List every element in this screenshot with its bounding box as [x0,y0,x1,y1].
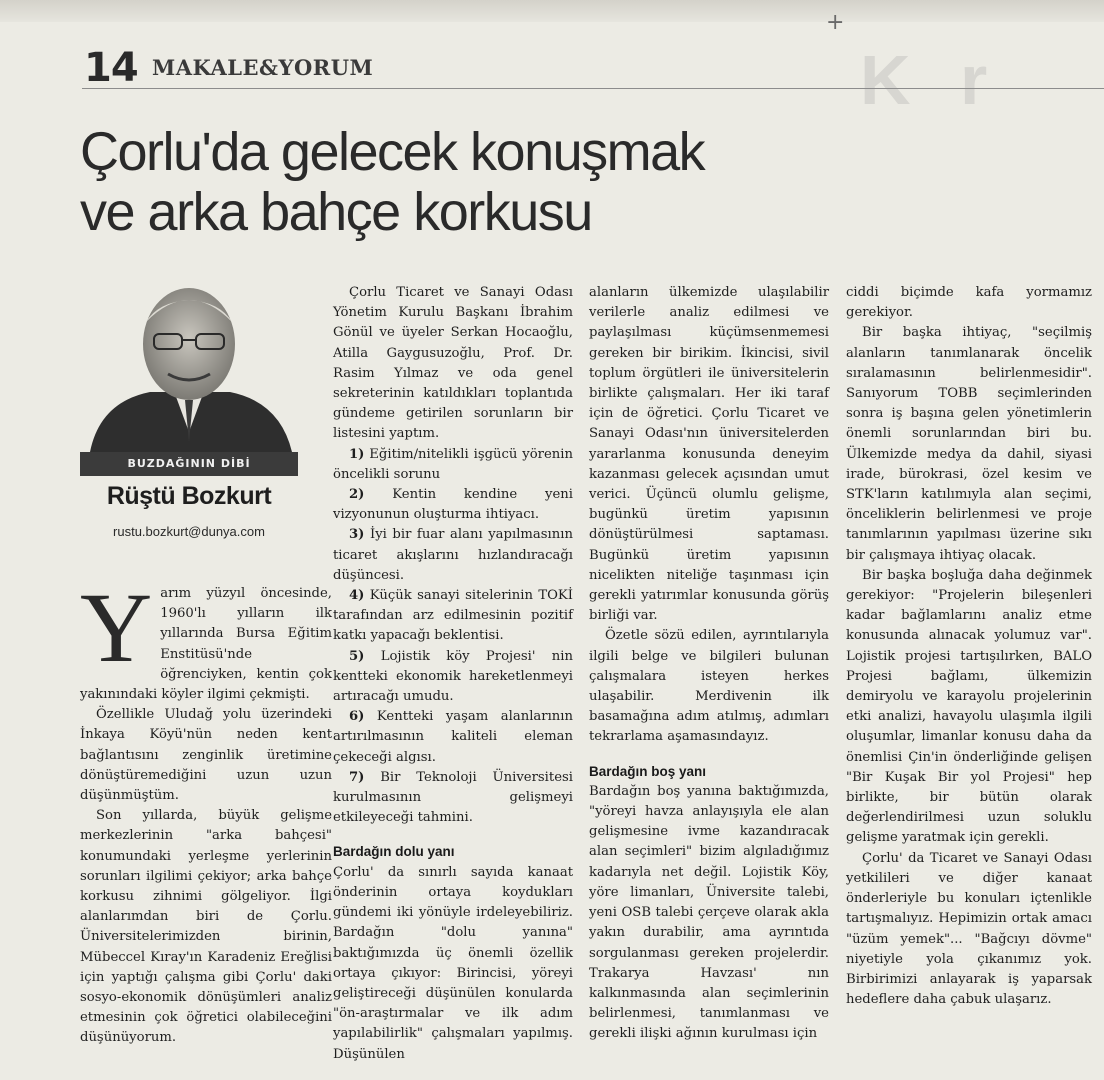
author-name: Rüştü Bozkurt [106,482,272,510]
subheading: Bardağın dolu yanı [333,844,455,860]
list-item: 2) Kentin kendine yeni vizyonunun oluşturma ihtiyacı. [333,487,573,523]
column-name-badge: BUZDAĞININ DİBİ [80,452,298,476]
paragraph: Çorlu Ticaret ve Sanayi Odası Yönetim Kurulu Başkanı İbrahim Gönül ve üyeler Serkan Hocaoğlu, Atilla Gaygusuzoğlu, Prof. Dr. Rasim Yılmaz ve oda genel sekreterinin katıldıkları toplantıda gündeme getirilen sorunların bir listesini yaptım. [333,285,573,442]
page-number: 14 [84,45,138,91]
author-portrait-image [80,282,298,452]
page-top-bleed [0,0,1104,22]
paragraph: Bardağın boş yanına baktığımızda, "yöreyi havza anlayışıyla ele alan gelişmesine ivme kazandıracak alan seçimleri" bizim algıladığımız kadarıyla net değil. Lojistik Köy, yöre limanları, Üniversite talebi, yeni OSB talebi çerçeve olarak akla yakın durabilir, ama ayrıntıda sorgulanması gereken projelerdir. Trakarya Havzası' nın kalkınmasında alan seçimlerinin belirlenmesi, tanımlanması ve gerekli ilişki ağının kurulması için [589,783,829,1042]
drop-cap: Y [80,572,153,683]
paragraph: Özellikle Uludağ yolu üzerindeki İnkaya Köyü'nün neden kent bağlantısını zenginlik üretimine dönüştüremediğini uzun uzun düşünmüştüm. [80,707,332,804]
paragraph: Özetle sözü edilen, ayrıntılarıyla ilgili belge ve bilgileri bulunan çalışmalara isteyen herkes ulaşabilir. Merdivenin ilk basamağına adım atılmış, adımları tekrarlama aşamasındayız. [589,628,829,745]
paragraph: ciddi biçimde kafa yormamız gerekiyor. [846,285,1092,321]
article-headline [80,122,800,242]
author-email: rustu.bozkurt@dunya.com [113,524,265,539]
list-item: 4) Küçük sanayi sitelerinin TOKİ tarafından arz edilmesinin pozitif katkı yapacağı beklentisi. [333,588,573,644]
section-label: MAKALE&YORUM [152,55,374,80]
list-item: 5) Lojistik köy Projesi' nin kentteki ekonomik hareketlenmeyi artıracağı umudu. [333,648,573,705]
ghost-bleed-text: K [860,41,911,119]
article-column-3 [589,283,829,1045]
paragraph: alanların ülkemizde ulaşılabilir verilerle analiz edilmesi ve paylaşılması küçümsenmemesi gereken bir birikim. İkincisi, sivil toplum örgütleri ile üniversitelerin birlikte çalışmaları. Her iki taraf için de öğretici. Çorlu Ticaret ve Sanayi Odası'nın üniversitelerden yararlanma konusunda deneyim kazanması gelecek açısından umut verici. Üçüncü olumlu gelişme, bugünkü üretim yapısının dönüştürülmesi saptaması. Bugünkü üretim yapısının nicelikten niteliğe taşınması için gerekli yatırımlar konusunda görüş birliği var. [589,285,829,624]
crop-mark-icon: + [826,10,845,35]
article-column-2 [333,283,573,1065]
list-item: 6) Kentteki yaşam alanlarının artırılmasının kaliteli eleman çekeceği algısı. [333,709,573,765]
paragraph: Çorlu' da Ticaret ve Sanayi Odası yetkilileri ve diğer kanaat önderleriyle bu konuları içtenlikle tartışmalıyız. Hepimizin ortak amacı "üzüm yemek"... "Bağcıyı dövme" niyetiyle yola çıkanımız yok. Birbirimizi anlayarak iş yaparsak hedeflere daha çabuk ulaşarız. [846,850,1092,1008]
paragraph: Bir başka boşluğa daha değinmek gerekiyor: "Projelerin bileşenleri kadar bağlamlarını analiz etme konusunda alınacak yolumuz var". Lojistik projesi tartışılırken, BALO Projesi bağlamı, ülkemizin demiryolu ve karayolu projelerinin etki analizi, havayolu ulaşımla ilgili oluşumlar, limanlar konusu daha da önemlisi Çin'in önderliğinde gelişen "Bir Kuşak Bir yol Projesi" hep birlikte, bir bütün olarak değerlendirilmesi uzun soluklu gelişme yaratmak için gerekli. [846,567,1092,846]
article-column-1 [80,572,332,1049]
ghost-bleed-text: r [960,41,988,119]
section-header [82,45,1104,91]
list-item: 7) Bir Teknoloji Üniversitesi kurulmasının gelişmeyi etkileyeceği tahmini. [333,769,573,826]
article-column-4 [846,283,1092,1010]
headline-line-2: ve arka bahçe korkusu [80,182,592,242]
list-item: 1) Eğitim/nitelikli işgücü yörenin öncelikli sorunu [333,446,573,482]
headline-line-1: Çorlu'da gelecek konuşmak [80,122,705,182]
paragraph: Çorlu' da sınırlı sayıda kanaat önderinin ortaya koydukları gündemi iki yönüyle irdeleyebiliriz. Bardağın "dolu yanına" baktığımızda üç önemli özellik ortaya çıkıyor: Birincisi, yöreyi geliştireceği düşünülen konularda "ön-araştırmalar ve ilk adım yapılabilirlik" çalışmaları yapılmış. Düşünülen [333,864,573,1062]
paragraph: Bir başka ihtiyaç, "seçilmiş alanların tanımlanarak öncelik sıralamasının belirlenmesidir". Sanıyorum TOBB seçimlerinden sonra iş başına gelen yönetimlerin önemli sorunlarından biri bu. Ülkemizde medya da dahil, siyasi irade, bürokrasi, özel kesim ve STK'ların katılımıyla alan seçimi, önceliklerin belirlenmesi ve proje tanımlarının yapılması üzerine sıkı bir çalışmaya ihtiyaç olacak. [846,325,1092,563]
author-photo [80,282,298,452]
list-item: 3) İyi bir fuar alanı yapılmasının ticaret akışlarını hızlandıracağı düşüncesi. [333,527,573,583]
paragraph: Son yıllarda, büyük gelişme merkezlerinin "arka bahçesi" konumundaki yerleşme yerlerinin sorunları ilgilimi çekiyor; arka bahçe korkusu zihnimi gölgeliyor. İlgi alanlarımdan biri de Çorlu. Üniversitelerimizden birinin, Mübeccel Kıray'ın Karadeniz Ereğlisi için yaptığı çalışma gibi Çorlu' daki sosyo-ekonomik dönüşümleri analiz etmesinin çok öğretici olabileceğini düşünüyorum. [80,808,332,1046]
subheading: Bardağın boş yanı [589,763,707,779]
paragraph: Yarım yüzyıl öncesinde, 1960'lı yılların ilk yıllarında Bursa Eğitim Enstitüsü'nde öğrenciyken, kentin çok yakınındaki köyler ilgimi çekmişti. [80,572,332,703]
